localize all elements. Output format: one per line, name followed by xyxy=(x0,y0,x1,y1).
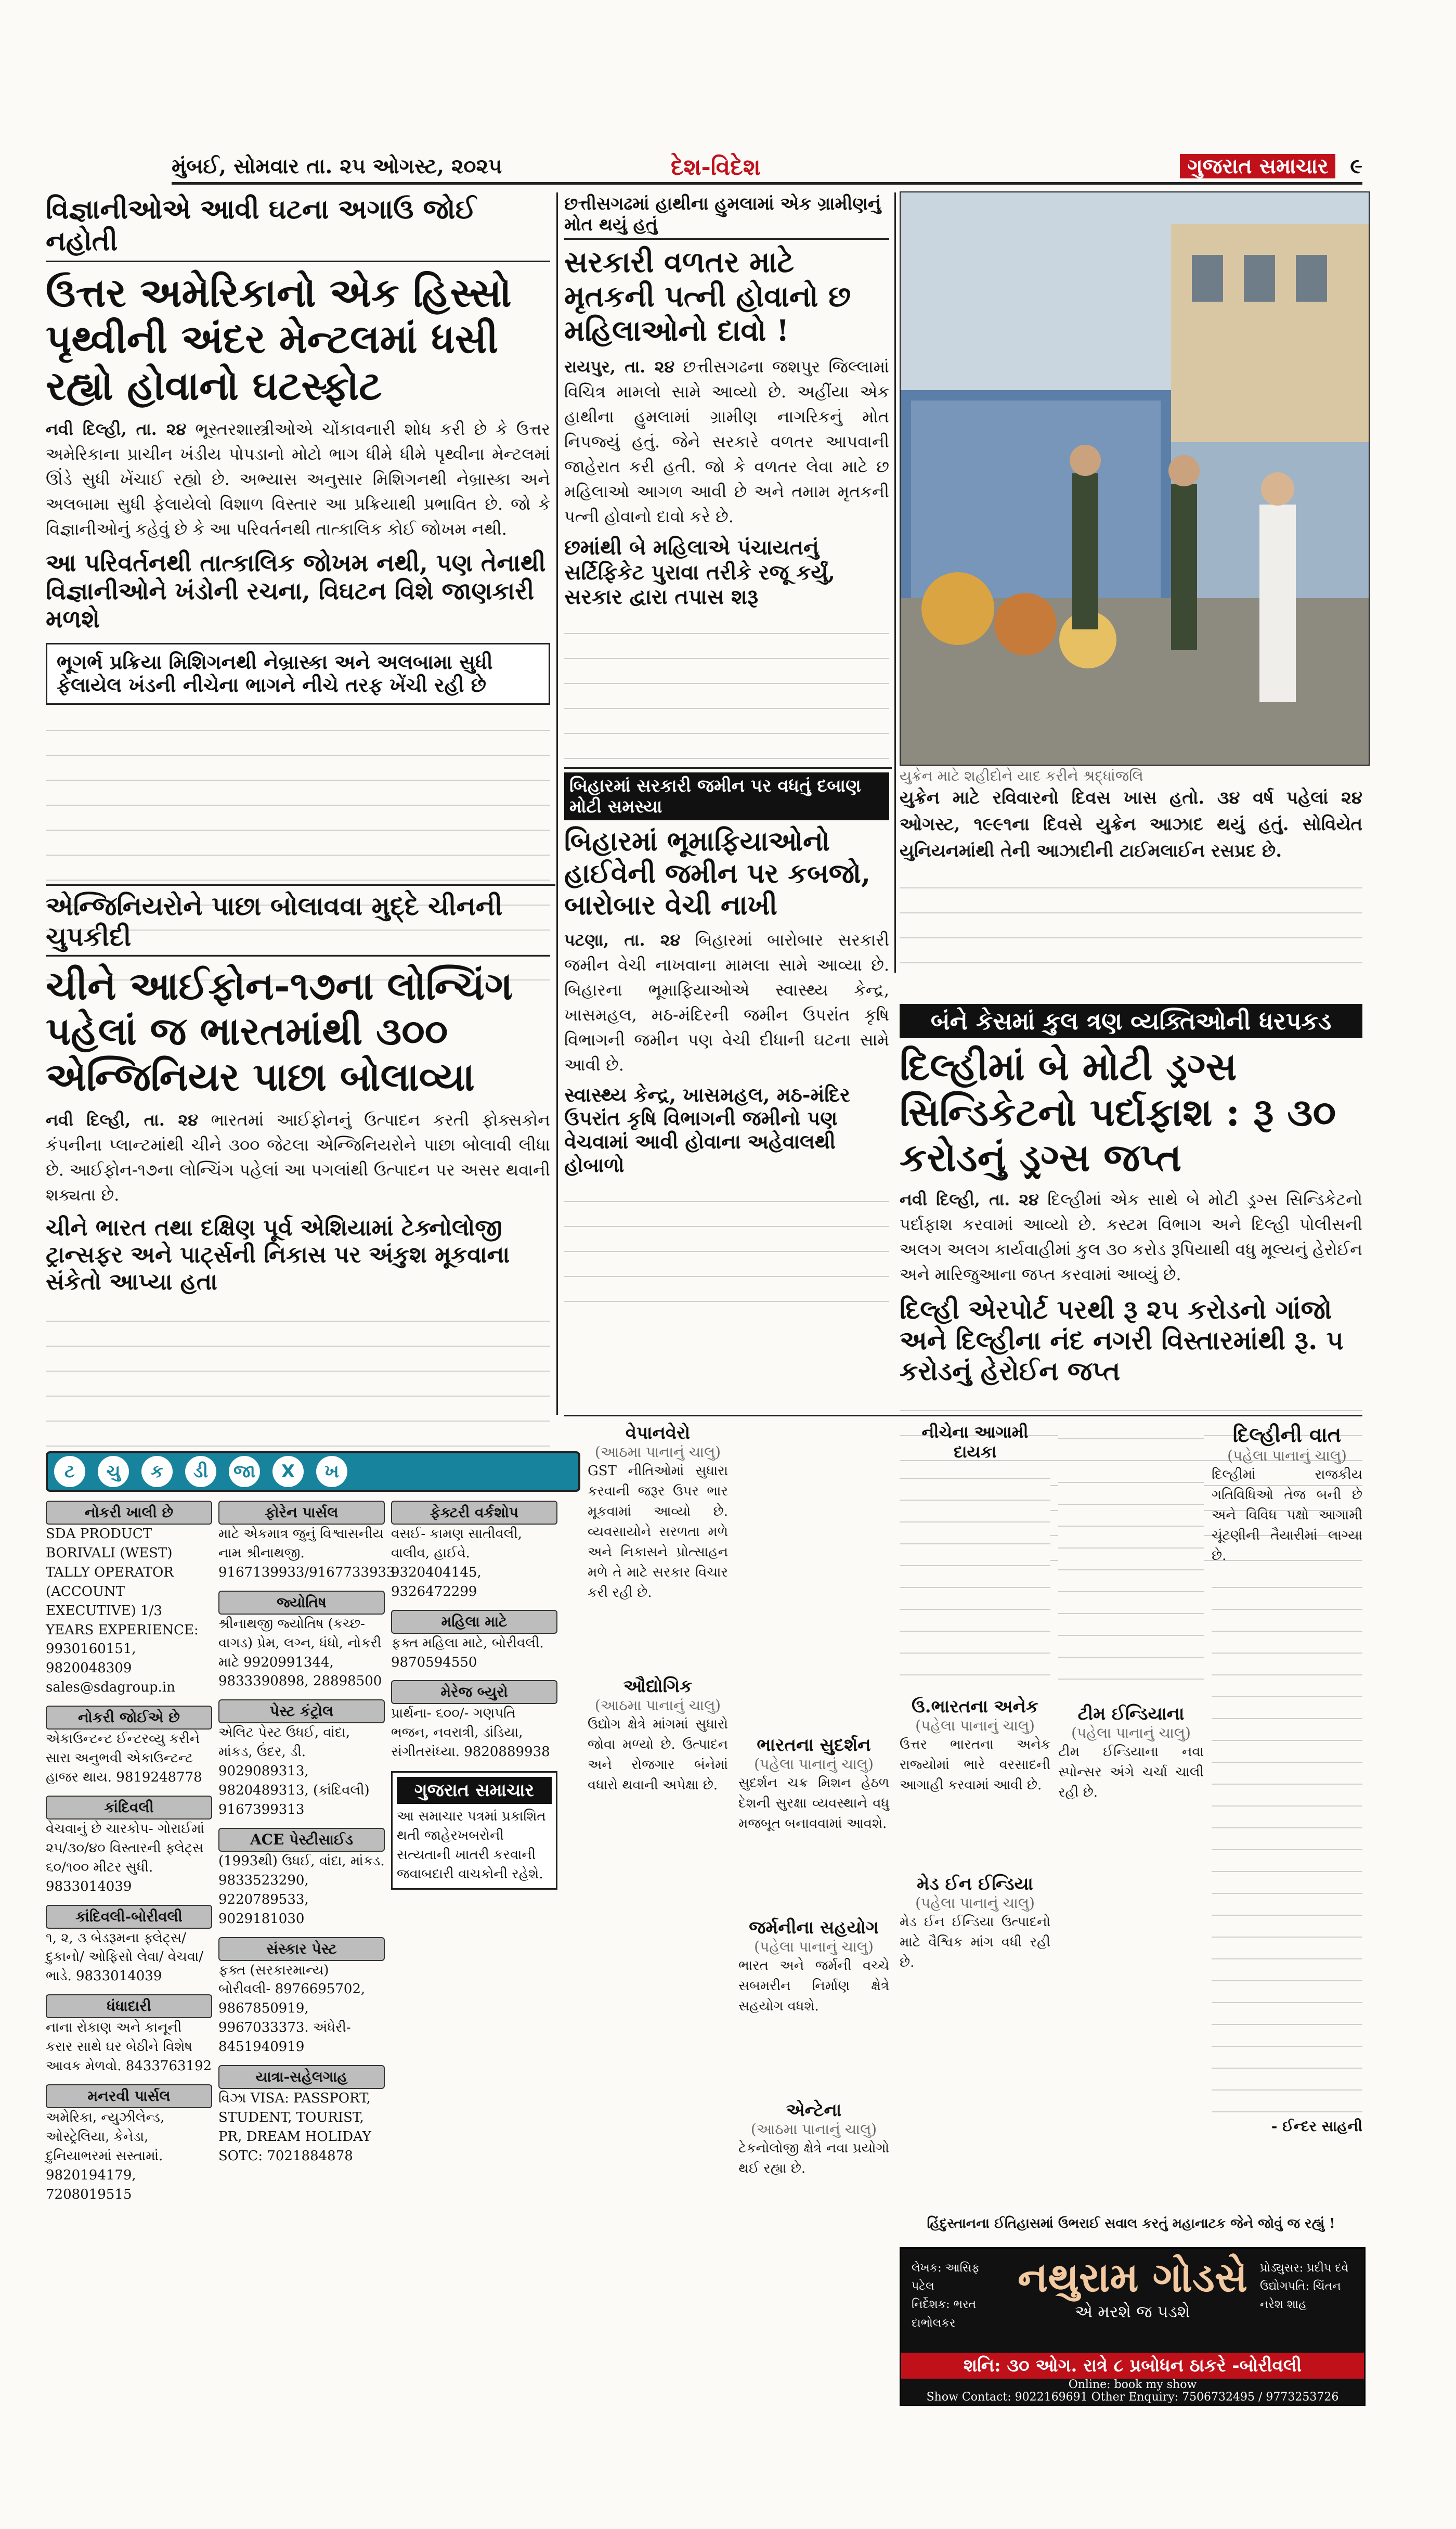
jump-title: મેડ ઈન ઈન્ડિયા xyxy=(917,1873,1033,1894)
jump-sub: (પહેલા પાનાનું ચાલુ) xyxy=(1071,1724,1191,1742)
category-heading: મનરવી પાર્સલ xyxy=(46,2084,212,2108)
jump-sub: (આઠમા પાનાનું ચાલુ) xyxy=(594,1443,721,1461)
ad-text: ૧, ૨, ૩ બેડરૂમના ફ્લેટ્સ/ દુકાનો/ ઓફિસો લેવા/ વેચવા/ ભાડે. 9833014039 xyxy=(46,1930,204,1984)
ad-text: વસઈ- કામણ સાતીવલી, વાલીવ, હાઈવે. 9320404145, 9326472299 xyxy=(391,1526,523,1599)
jump-column-4 xyxy=(1058,1423,1204,1803)
banner-letter: X xyxy=(272,1456,304,1487)
masthead xyxy=(172,152,1362,185)
story-kicker: એન્જિનિયરોને પાછા બોલાવવા મુદ્દે ચીનની ચુપકીદી xyxy=(46,891,550,957)
story-body: દિલ્હીમાં એક સાથે બે મોટી ડ્રગ્સ સિન્ડિકેટનો પર્દાફાશ કરવામાં આવ્યો છે. કસ્ટમ વિભાગ અને દિલ્હી પોલીસની અલગ અલગ કાર્યવાહીમાં કુલ ૩૦ કરોડ રૂપિયાથી વધુ મૂલ્યનું હેરોઈન અને મારિજુઆના જપ્ત કરવામાં આવ્યું છે. xyxy=(900,1190,1363,1285)
ad-booking: Online: book my show xyxy=(1068,2378,1197,2391)
story-headline: ચીને આઈફોન-૧૭ના લોન્ચિંગ પહેલાં જ ભારતમાંથી ૩૦૦ એન્જિનિયર પાછા બોલાવ્યા xyxy=(46,964,513,1100)
photo-story: યુક્રેન માટે રવિવારનો દિવસ ખાસ હતો. ૩૪ વર્ષ પહેલાં ૨૪ ઓગસ્ટ, ૧૯૯૧ના દિવસે યુક્રેન આઝાદ થયું હતું. સોવિયેત યુનિયનમાંથી તેની આઝાદીની ટાઈમલાઈન રસપ્રદ છે. xyxy=(900,788,1362,861)
jump-body: ઉદ્યોગ ક્ષેત્રે માંગમાં સુધારો જોવા મળ્યો છે. ઉત્પાદન અને રોજગાર બંનેમાં વધારો થવાની અપેક્ષા છે. xyxy=(588,1717,728,1793)
ad-text: ફક્ત મહિલા માટે, બોરીવલી. 9870594550 xyxy=(391,1635,544,1670)
story-headline: સરકારી વળતર માટે મૃતકની પત્ની હોવાનો છ મહિલાઓનો દાવો ! xyxy=(564,245,851,349)
jump-title: વેપાનવેરો xyxy=(625,1423,691,1443)
jump-body: ટેકનોલોજી ક્ષેત્રે નવા પ્રયોગો થઈ રહ્યા છે. xyxy=(738,2140,889,2177)
jump-body: દિલ્હીમાં રાજકીય ગતિવિધિઓ તેજ બની છે અને વિવિધ પક્ષો આગામી ચૂંટણીની તૈયારીમાં લાગ્યા છે. xyxy=(1212,1467,1362,1564)
ad-text: વિઝા VISA: PASSPORT, STUDENT, TOURIST, PR, DREAM HOLIDAY SOTC: 7021884878 xyxy=(218,2091,371,2164)
banner-letter: ટ xyxy=(54,1456,85,1487)
story-headline: દિલ્હીમાં બે મોટી ડ્રગ્સ સિન્ડિકેટનો પર્દાફાશ : રૂ ૩૦ કરોડનું ડ્રગ્સ જપ્ત xyxy=(900,1044,1336,1180)
banner-letter: ક xyxy=(141,1456,173,1487)
category-heading: કાંદિવલી xyxy=(46,1796,212,1820)
play-advertisement xyxy=(900,2247,1366,2406)
banner-letter: જા xyxy=(229,1456,260,1487)
ad-text: નાના રોકાણ અને કાનૂની કરાર સાથે ઘર બેઠીને વિશેષ આવક મેળવો. 8433763192 xyxy=(46,2020,212,2074)
jump-text-block xyxy=(900,1462,1050,1691)
category-heading: ફેક્ટરી વર્કશોપ xyxy=(391,1501,557,1525)
jump-title: ઉ.ભારતના અનેક xyxy=(912,1696,1038,1717)
jump-body: ટીમ ઈન્ડિયાના નવા સ્પોન્સર અંગે ચર્ચા ચાલી રહી છે. xyxy=(1058,1744,1204,1801)
story-subhead: સ્વાસ્થ્ય કેન્દ્ર, ખાસમહલ, મઠ-મંદિર ઉપરાંત કૃષિ વિભાગની જમીનો પણ વેચવામાં આવી હોવાના અહેવાલથી હોબાળો xyxy=(564,1083,850,1177)
jump-column-5 xyxy=(1212,1423,1362,2135)
jump-sub: (આઠમા પાનાનું ચાલુ) xyxy=(750,2121,877,2138)
category-heading: મેરેજ બ્યુરો xyxy=(391,1680,557,1704)
story-body: ભૂસ્તરશાસ્ત્રીઓએ ચોંકાવનારી શોધ કરી છે કે ઉત્તર અમેરિકાના પ્રાચીન ખંડીય પોપડાનો મોટો ભાગ ધીમે ધીમે પૃથ્વીના મેન્ટલમાં ઊંડે સુધી ખેંચાઈ રહ્યો છે. અભ્યાસ અનુસાર મિશિગનથી નેબ્રાસ્કા અને અલબામા સુધી ફેલાયેલો વિશાળ વિસ્તાર આ પ્રક્રિયાથી પ્રભાવિત છે. જો કે વિજ્ઞાનીઓનું કહેવું છે કે આ પરિવર્તનથી તાત્કાલિક કોઈ જોખમ નથી. xyxy=(46,419,550,539)
ad-text: માટે એકમાત્ર જુનું વિશ્વાસનીય નામ શ્રીનાથજી. 9167139933/9167733933 xyxy=(218,1526,395,1580)
jump-title: જર્મનીના સહયોગ xyxy=(749,1917,879,1939)
category-heading: નોકરી જોઈએ છે xyxy=(46,1706,212,1730)
brand-box-title: ગુજરાત સમાચાર xyxy=(397,1777,552,1804)
photo-text xyxy=(900,767,1362,963)
dateline: નવી દિલ્હી, તા. ૨૪ xyxy=(900,1190,1039,1210)
banner-letter: ખ xyxy=(316,1456,347,1487)
ad-text: શ્રીનાથજી જ્યોતિષ (કચ્છ-વાગડ) પ્રેમ, લગ્ન, ધંધો, નોકરી માટે 9920991344, 9833390898, 28898500 xyxy=(218,1616,382,1689)
brand xyxy=(1180,154,1362,178)
story-subhead: આ પરિવર્તનથી તાત્કાલિક જોખમ નથી, પણ તેનાથી વિજ્ઞાનીઓને ખંડોની રચના, વિઘટન વિશે જાણકારી મળશે xyxy=(46,548,546,634)
category-heading: ACE પેસ્ટીસાઈડ xyxy=(218,1828,385,1852)
ad-title-block xyxy=(1016,2254,1250,2322)
ad-show-time: શનિ: ૩૦ ઓગ. રાત્રે ૮ પ્રબોધન ઠાકરે -બોરીવલી xyxy=(901,2353,1364,2379)
category-heading: મહિલા માટે xyxy=(391,1610,557,1634)
story-kicker: વિજ્ઞાનીઓએ આવી ઘટના અગાઉ જોઈ નહોતી xyxy=(46,193,550,262)
ad-text: અમેરિકા, ન્યુઝીલેન્ડ, ઓસ્ટ્રેલિયા, કેનેડા, દુનિયાભરમાં સસ્તામાં. 9820194179, 7208019515 xyxy=(46,2109,165,2202)
ad-credit: લેખક: આસિફ પટેલ xyxy=(912,2262,980,2293)
jump-body: ભારત અને જર્મની વચ્ચે સબમરીન નિર્માણ ક્ષેત્રે સહયોગ વધશે. xyxy=(738,1958,889,2015)
jump-body: મેડ ઈન ઈન્ડિયા ઉત્પાદનો માટે વૈશ્વિક માંગ વધી રહી છે. xyxy=(900,1914,1050,1970)
column-rule xyxy=(894,192,896,973)
story-text-block xyxy=(564,1183,889,1313)
story-kicker: છત્તીસગઢમાં હાથીના હુમલામાં એક ગ્રામીણનું મોત થયું હતું xyxy=(564,193,889,240)
jump-sub: (પહેલા પાનાનું ચાલુ) xyxy=(754,1756,874,1773)
ad-credits-right xyxy=(1260,2259,1354,2314)
category-heading: ફોરેન પાર્સલ xyxy=(218,1501,385,1525)
jump-sub: (પહેલા પાનાનું ચાલુ) xyxy=(754,1938,874,1956)
jump-title: એન્ટેના xyxy=(786,2100,842,2121)
jump-title: ટીમ ઈન્ડિયાના xyxy=(1077,1704,1185,1724)
section-divider xyxy=(564,1415,1362,1416)
jump-column-2 xyxy=(738,1423,889,2179)
banner-letter: ડી xyxy=(185,1456,216,1487)
jump-kicker: નીચેના આગામી દાયકા xyxy=(921,1422,1029,1462)
story-kicker: બિહારમાં સરકારી જમીન પર વધતું દબાણ મોટી સમસ્યા xyxy=(564,772,889,820)
classified-column-2 xyxy=(218,1501,395,2166)
jump-sub: (પહેલા પાનાનું ચાલુ) xyxy=(915,1894,1035,1912)
ad-tagline: હિંદુસ્તાનના ઈતિહાસમાં ઉભરાઈ સવાલ કરતું મહાનાટક જેને જોવું જ રહ્યું ! xyxy=(927,2216,1335,2231)
photo-image xyxy=(901,192,1369,765)
story-divider xyxy=(564,767,892,769)
ad-credit: ઉદ્યોગપતિ: ચિંતન નરેશ શાહ xyxy=(1260,2280,1341,2312)
section-title: દેશ-વિદેશ xyxy=(671,154,761,180)
pull-quote: ભૂગર્ભ પ્રક્રિયા મિશિગનથી નેબ્રાસ્કા અને અલબામા સુધી ફેલાયેલ ખંડની નીચેના ભાગને નીચે તરફ ખેંચી રહી છે xyxy=(46,643,550,705)
classified-column-3 xyxy=(391,1501,557,1890)
column-rule xyxy=(556,192,558,1415)
photo-story-text-block xyxy=(900,870,1362,963)
photo-ukraine xyxy=(900,191,1370,766)
jump-body: સુદર્શન ચક્ર મિશન હેઠળ દેશની સુરક્ષા વ્યવસ્થાને વધુ મજબૂત બનાવવામાં આવશે. xyxy=(738,1775,889,1832)
brand-name: ગુજરાત સમાચાર xyxy=(1180,154,1335,178)
classifieds-banner xyxy=(46,1451,580,1492)
category-heading: પેસ્ટ કંટ્રોલ xyxy=(218,1699,385,1723)
ad-phone: Show Contact: 9022169691 Other Enquiry: 7506732495 / 9773253726 xyxy=(926,2391,1339,2404)
story-subhead: ચીને ભારત તથા દક્ષિણ પૂર્વ એશિયામાં ટેક્નોલોજી ટ્રાન્સફર અને પાર્ટ્સની નિકાસ પર અંકુશ મૂકવાના સંકેતો આપ્યા હતા xyxy=(46,1214,510,1295)
ad-subtitle: એ મરશે જ પડશે xyxy=(1075,2302,1190,2321)
jump-sub: (પહેલા પાનાનું ચાલુ) xyxy=(1227,1447,1347,1465)
ad-contact xyxy=(901,2379,1364,2404)
story-subhead: દિલ્હી એરપોર્ટ પરથી રૂ ૨૫ કરોડનો ગાંજો અને દિલ્હીના નંદ નગરી વિસ્તારમાંથી રૂ. ૫ કરોડનું હેરોઈન જપ્ત xyxy=(900,1294,1344,1387)
category-heading: જ્યોતિષ xyxy=(218,1591,385,1615)
ad-text: (1993થી) ઉધઈ, વાંદા, માંકડ. 9833523290, 9220789533, 9029181030 xyxy=(218,1853,385,1927)
page-number: ૯ xyxy=(1350,154,1362,178)
jump-sub: (આઠમા પાનાનું ચાલુ) xyxy=(594,1697,721,1714)
story-china-iphone xyxy=(46,891,550,1495)
category-heading: કાંદિવલી-બોરીવલી xyxy=(46,1905,212,1929)
photo-caption: યુક્રેન માટે શહીદોને યાદ કરીને શ્રદ્ધાંજલિ xyxy=(900,767,1143,784)
jump-column-1 xyxy=(588,1423,728,1796)
ad-text: પ્રાર્થના- ૬૦૦/- ગણપતિ ભજન, નવરાત્રી, ડાંડિયા, સંગીતસંધ્યા. 9820889938 xyxy=(391,1706,550,1760)
ad-text: એલિટ પેસ્ટ ઉધઈ, વાંદા, માંકડ, ઉંદર, ડી. 9029089313, 9820489313, (કાંદિવલી) 9167399313 xyxy=(218,1725,370,1817)
jump-title: દિલ્હીની વાત xyxy=(1232,1423,1342,1447)
story-chhattisgarh xyxy=(564,193,889,823)
ad-title: નથુરામ ગોડસે xyxy=(1017,2254,1248,2301)
jump-body: ઉત્તર ભારતના અનેક રાજ્યોમાં ભારે વરસાદની આગાહી કરવામાં આવી છે. xyxy=(900,1736,1050,1793)
story-body: છત્તીસગઢના જશપુર જિલ્લામાં વિચિત્ર મામલો સામે આવ્યો છે. અહીંયા એક હાથીના હુમલામાં ગ્રામીણ નાગરિકનું મોત નિપજ્યું હતું. જેને સરકારે વળતર આપવાની જાહેરાત કરી હતી. જો કે વળતર લેવા માટે છ મહિલાઓ આગળ આવી છે અને તમામ મૃતકની પત્ની હોવાનો દાવો કરે છે. xyxy=(564,357,889,527)
ad-credit: પ્રોડ્યુસર: પ્રદીપ દવે xyxy=(1260,2262,1349,2275)
dateline: રાયપુર, તા. ૨૪ xyxy=(564,357,675,377)
story-body: બિહારમાં બારોબાર સરકારી જમીન વેચી નાખવાના મામલા સામે આવ્યા છે. બિહારના ભૂમાફિયાઓએ સ્વાસ્થ્ય કેન્દ્ર, ખાસમહલ, મઠ-મંદિરની જમીન ઉપરાંત કૃષિ વિભાગની જમીન પણ વેચી દીધાની ઘટના સામે આવી છે. xyxy=(564,930,889,1075)
ad-text: SDA PRODUCT BORIVALI (WEST) TALLY OPERATOR (ACCOUNT EXECUTIVE) 1/3 YEARS EXPERIENCE: 9930160151, 9820048309 sales@sdagroup.in xyxy=(46,1526,199,1696)
ad-text: વેચવાનું છે ચારકોપ- ગોરાઈમાં ૨૫/૩૦/૪૦ વિસ્તારની ફ્લેટ્સ ૬૦/૧૦૦ મીટર સુધી. 9833014039 xyxy=(46,1821,205,1894)
brand-box xyxy=(391,1771,557,1890)
story-divider xyxy=(46,884,555,886)
jump-column-3 xyxy=(900,1423,1050,1973)
story-subhead: છમાંથી બે મહિલાએ પંચાયતનું સર્ટિફિકેટ પુરાવા તરીકે રજૂ કર્યું, સરકાર દ્વારા તપાસ શરૂ xyxy=(564,535,836,609)
banner-letter: ચુ xyxy=(98,1456,129,1487)
category-heading: સંસ્કાર પેસ્ટ xyxy=(218,1937,385,1961)
dateline: પટણા, તા. ૨૪ xyxy=(564,930,681,950)
jump-title: ઔદ્યોગિક xyxy=(623,1676,693,1697)
classified-column-1 xyxy=(46,1501,212,2204)
story-bihar xyxy=(564,772,889,1313)
story-north-america xyxy=(46,193,550,1003)
jump-title: ભારતના સુદર્શન xyxy=(757,1735,871,1756)
ad-credit: નિર્દેશક: ભરત દાભોલકર xyxy=(912,2298,977,2330)
dateline: નવી દિલ્હી, તા. ૨૪ xyxy=(46,1109,199,1130)
author-credit: - ઈન્દર સાહની xyxy=(1271,2118,1362,2135)
jump-text-block xyxy=(1058,1423,1204,1693)
category-heading: યાત્રા-સહેલગાહ xyxy=(218,2065,385,2089)
ad-credits-left xyxy=(912,2259,1005,2332)
story-headline: ઉત્તર અમેરિકાનો એક હિસ્સો પૃથ્વીની અંદર મેન્ટલમાં ધસી રહ્યો હોવાનો ઘટસ્ફોટ xyxy=(46,269,512,409)
story-body: ભારતમાં આઈફોનનું ઉત્પાદન કરતી ફોક્સકોન કંપનીના પ્લાન્ટમાંથી ચીને ૩૦૦ જેટલા એન્જિનિયરોને પાછા બોલાવી લીધા છે. આઈફોન-૧૭ના લોન્ચિંગ પહેલાં આ પગલાંથી ઉત્પાદન પર અસર થવાની શક્યતા છે. xyxy=(46,1109,550,1205)
ad-text: એકાઉન્ટન્ટ ઈન્ટરવ્યુ કરીને સારા અનુભવી એકાઉન્ટન્ટ હાજર થાય. 9819248778 xyxy=(46,1731,202,1785)
dateline: નવી દિલ્હી, તા. ૨૪ xyxy=(46,419,187,439)
ad-text: ફક્ત (સરકારમાન્ય) બોરીવલી- 8976695702, 9867850919, 9967033373. અંધેરી- 8451940919 xyxy=(218,1962,366,2055)
story-kicker: બંને કેસમાં કુલ ત્રણ વ્યક્તિઓની ધરપકડ xyxy=(900,1004,1362,1038)
jump-text-block xyxy=(1212,1571,1362,2118)
story-headline: બિહારમાં ભૂમાફિયાઓનો હાઈવેની જમીન પર કબજો, બારોબાર વેચી નાખી xyxy=(564,825,871,921)
brand-box-note: આ સમાચાર પત્રમાં પ્રકાશિત થતી જાહેરખબરોની સત્યતાની ખાતરી કરવાની જવાબદારી વાચકોની રહેશે. xyxy=(397,1809,546,1882)
masthead-date: મુંબઈ, સોમવાર તા. ૨૫ ઓગસ્ટ, ૨૦૨૫ xyxy=(172,154,502,178)
jump-body: GST નીતિઓમાં સુધારા કરવાની જરૂર ઉપર ભાર મૂકવામાં આવ્યો છે. વ્યવસાયોને સરળતા મળે અને નિકાસને પ્રોત્સાહન મળે તે માટે સરકાર વિચાર કરી રહી છે. xyxy=(588,1463,728,1601)
category-heading: ધંધાદારી xyxy=(46,1994,212,2018)
jump-sub: (પહેલા પાનાનું ચાલુ) xyxy=(915,1717,1035,1734)
category-heading: નોકરી ખાલી છે xyxy=(46,1501,212,1525)
